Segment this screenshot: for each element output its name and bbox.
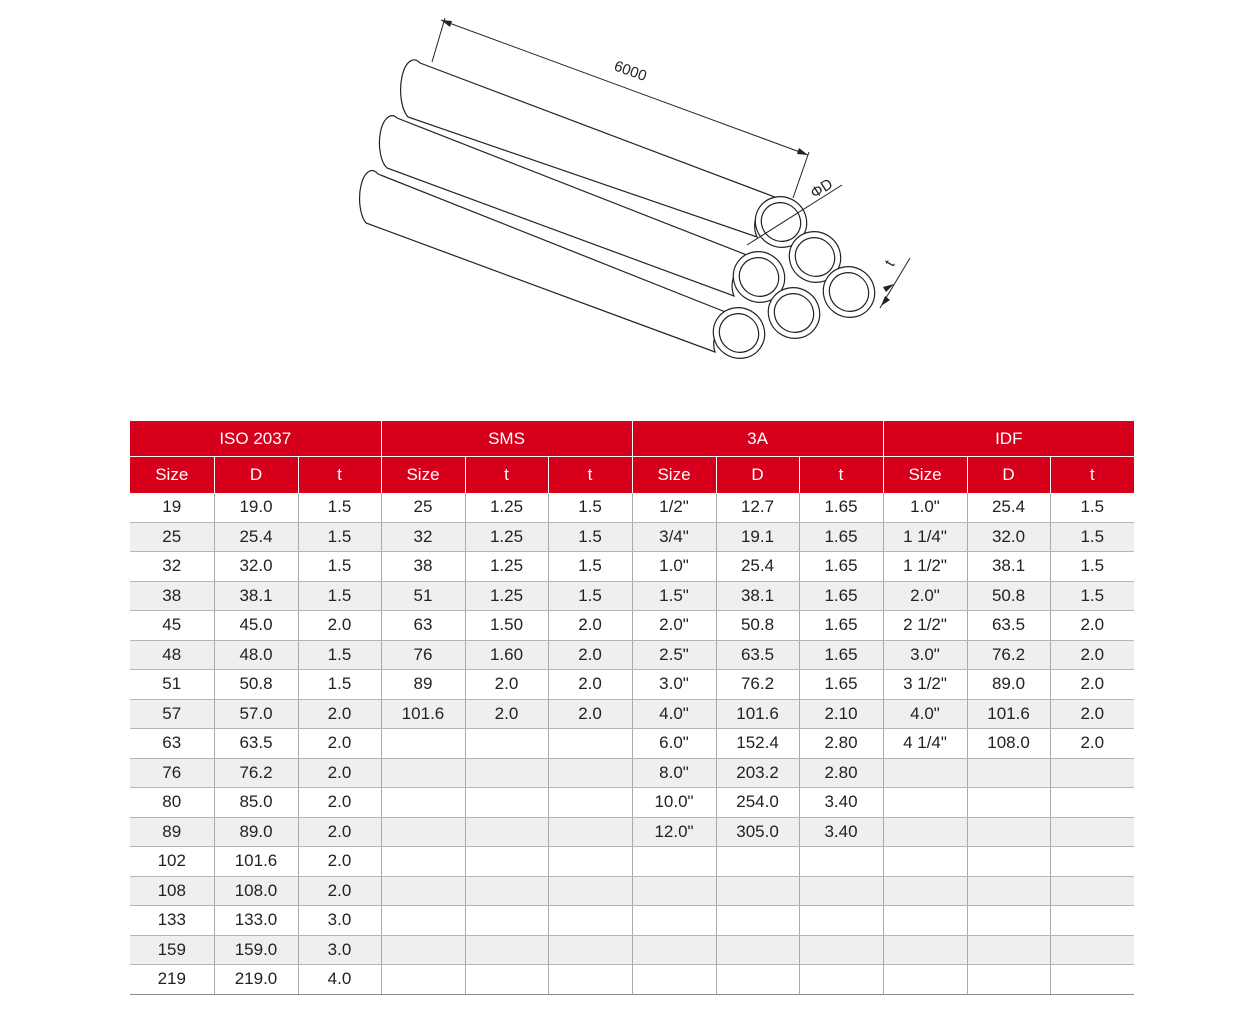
table-cell: 1.65	[799, 670, 883, 700]
table-cell	[883, 906, 967, 936]
table-cell	[716, 935, 799, 965]
table-cell	[967, 876, 1050, 906]
table-cell: 32	[130, 552, 214, 582]
table-cell	[381, 817, 465, 847]
table-cell	[381, 906, 465, 936]
table-row	[130, 670, 1134, 700]
table-cell: 57	[130, 699, 214, 729]
table-cell	[548, 788, 632, 818]
table-cell: 159	[130, 935, 214, 965]
table-cell: 48.0	[214, 640, 298, 670]
table-cell	[967, 935, 1050, 965]
table-cell	[548, 906, 632, 936]
standard-header-row	[130, 421, 1134, 457]
table-row	[130, 611, 1134, 641]
column-header: t	[799, 457, 883, 494]
table-cell: 1.65	[799, 493, 883, 522]
table-cell: 2.0	[1050, 640, 1134, 670]
table-cell: 2.5"	[632, 640, 716, 670]
table-cell	[632, 935, 716, 965]
table-cell: 63	[130, 729, 214, 759]
table-cell	[799, 847, 883, 877]
table-row	[130, 817, 1134, 847]
table-cell	[1050, 817, 1134, 847]
table-cell: 1.5	[1050, 493, 1134, 522]
table-cell	[632, 876, 716, 906]
table-cell: 1.25	[465, 581, 548, 611]
table-cell: 19.1	[716, 522, 799, 552]
length-ext-right	[793, 152, 809, 198]
table-cell: 1.65	[799, 522, 883, 552]
table-row	[130, 847, 1134, 877]
table-cell: 45.0	[214, 611, 298, 641]
table-cell	[465, 965, 548, 995]
table-cell: 89.0	[214, 817, 298, 847]
table-cell: 19.0	[214, 493, 298, 522]
column-header: Size	[883, 457, 967, 494]
table-cell: 85.0	[214, 788, 298, 818]
table-cell	[381, 876, 465, 906]
table-body	[130, 493, 1134, 994]
table-cell: 1.50	[465, 611, 548, 641]
table-cell: 219	[130, 965, 214, 995]
table-cell: 159.0	[214, 935, 298, 965]
column-header-row	[130, 457, 1134, 494]
table-cell	[465, 847, 548, 877]
column-header: Size	[632, 457, 716, 494]
table-cell: 2.0	[298, 876, 381, 906]
table-cell	[465, 817, 548, 847]
table-cell: 25.4	[716, 552, 799, 582]
table-cell: 1 1/2"	[883, 552, 967, 582]
table-cell	[465, 788, 548, 818]
table-cell	[465, 876, 548, 906]
group-header-3a: 3A	[632, 421, 883, 457]
group-header-sms: SMS	[381, 421, 632, 457]
table-cell	[883, 935, 967, 965]
table-cell: 2.0"	[632, 611, 716, 641]
table-cell: 101.6	[214, 847, 298, 877]
table-cell	[883, 817, 967, 847]
table-cell: 2.0	[298, 729, 381, 759]
table-cell: 57.0	[214, 699, 298, 729]
table-row	[130, 965, 1134, 995]
table-row	[130, 522, 1134, 552]
table-cell: 2.0	[1050, 611, 1134, 641]
table-cell: 2.0	[548, 670, 632, 700]
column-header: Size	[130, 457, 214, 494]
table-cell: 1.5	[548, 493, 632, 522]
table-cell: 38.1	[967, 552, 1050, 582]
table-cell: 25.4	[214, 522, 298, 552]
length-label: 6000	[611, 57, 649, 86]
table-cell: 1.5	[298, 493, 381, 522]
table-cell: 1.25	[465, 522, 548, 552]
table-cell: 2.0	[298, 847, 381, 877]
table-cell: 76.2	[214, 758, 298, 788]
table-cell	[381, 935, 465, 965]
table-cell	[465, 935, 548, 965]
table-cell: 2.0	[1050, 670, 1134, 700]
table-cell	[548, 847, 632, 877]
table-cell: 38.1	[716, 581, 799, 611]
table-cell: 2.0	[298, 699, 381, 729]
table-cell: 63.5	[716, 640, 799, 670]
table-cell: 89	[130, 817, 214, 847]
table-cell: 203.2	[716, 758, 799, 788]
table-cell: 80	[130, 788, 214, 818]
table-cell	[632, 906, 716, 936]
table-cell	[1050, 965, 1134, 995]
table-cell: 108	[130, 876, 214, 906]
table-cell: 1.5	[298, 552, 381, 582]
table-cell: 2.0	[298, 758, 381, 788]
table-cell: 1.5	[548, 581, 632, 611]
table-cell	[381, 847, 465, 877]
table-cell	[381, 965, 465, 995]
table-cell	[1050, 758, 1134, 788]
table-cell: 101.6	[967, 699, 1050, 729]
table-cell: 76	[130, 758, 214, 788]
table-cell: 63.5	[214, 729, 298, 759]
table-cell: 3.0	[298, 935, 381, 965]
table-cell: 108.0	[214, 876, 298, 906]
table-cell: 1.65	[799, 581, 883, 611]
table-cell	[1050, 788, 1134, 818]
table-cell: 1.65	[799, 552, 883, 582]
table-cell: 2.0"	[883, 581, 967, 611]
column-header: t	[465, 457, 548, 494]
table-cell: 6.0"	[632, 729, 716, 759]
table-cell: 2.0	[298, 788, 381, 818]
table-cell	[632, 965, 716, 995]
table-cell	[548, 935, 632, 965]
table-cell: 32.0	[967, 522, 1050, 552]
column-header: Size	[381, 457, 465, 494]
table-row	[130, 552, 1134, 582]
table-cell	[716, 906, 799, 936]
table-cell: 101.6	[381, 699, 465, 729]
table-cell: 1.5	[298, 522, 381, 552]
table-cell	[381, 758, 465, 788]
table-cell	[381, 788, 465, 818]
table-cell: 1.5	[298, 581, 381, 611]
diameter-label: ΦD	[807, 175, 836, 203]
pipe-bundle-drawing	[0, 0, 1240, 400]
table-cell	[1050, 906, 1134, 936]
table-row	[130, 640, 1134, 670]
table-cell: 254.0	[716, 788, 799, 818]
table-cell: 1.5"	[632, 581, 716, 611]
table-cell: 1.5	[1050, 522, 1134, 552]
table-cell	[548, 729, 632, 759]
table-cell: 32	[381, 522, 465, 552]
table-cell: 89	[381, 670, 465, 700]
table-cell: 305.0	[716, 817, 799, 847]
table-cell	[1050, 876, 1134, 906]
table-cell: 2.0	[548, 699, 632, 729]
table-cell	[799, 965, 883, 995]
column-header: t	[548, 457, 632, 494]
table-cell: 3.0	[298, 906, 381, 936]
table-cell: 1.65	[799, 611, 883, 641]
table-cell: 2.0	[1050, 729, 1134, 759]
table-cell: 3.0"	[883, 640, 967, 670]
table-cell	[716, 847, 799, 877]
table-cell: 38	[381, 552, 465, 582]
table-cell: 101.6	[716, 699, 799, 729]
table-cell: 63	[381, 611, 465, 641]
table-cell	[548, 817, 632, 847]
table-cell: 2.0	[465, 670, 548, 700]
table-cell: 133	[130, 906, 214, 936]
column-header: D	[967, 457, 1050, 494]
table-cell: 50.8	[716, 611, 799, 641]
table-cell: 25	[130, 522, 214, 552]
table-cell	[967, 965, 1050, 995]
table-cell: 4.0	[298, 965, 381, 995]
table-cell	[967, 788, 1050, 818]
table-row	[130, 876, 1134, 906]
table-cell: 2.10	[799, 699, 883, 729]
table-cell	[548, 758, 632, 788]
table-cell	[632, 847, 716, 877]
table-cell: 4.0"	[883, 699, 967, 729]
table-cell: 1.0"	[632, 552, 716, 582]
table-cell	[883, 847, 967, 877]
table-cell: 1.5	[298, 640, 381, 670]
table-cell: 1.60	[465, 640, 548, 670]
table-cell: 1/2"	[632, 493, 716, 522]
table-cell: 219.0	[214, 965, 298, 995]
table-cell	[883, 788, 967, 818]
table-cell	[716, 965, 799, 995]
column-header: t	[1050, 457, 1134, 494]
table-cell: 3.40	[799, 788, 883, 818]
table-cell: 3/4"	[632, 522, 716, 552]
table-cell: 1.5	[1050, 581, 1134, 611]
table-cell: 2.0	[548, 611, 632, 641]
table-cell: 25.4	[967, 493, 1050, 522]
table-cell: 45	[130, 611, 214, 641]
table-cell	[548, 965, 632, 995]
table-cell: 10.0"	[632, 788, 716, 818]
length-ext-left	[432, 18, 445, 62]
thickness-label: t	[881, 257, 899, 270]
table-cell: 3 1/2"	[883, 670, 967, 700]
table-cell: 48	[130, 640, 214, 670]
table-cell	[967, 817, 1050, 847]
table-cell: 2.0	[298, 611, 381, 641]
column-header: t	[298, 457, 381, 494]
table-cell: 50.8	[214, 670, 298, 700]
table-row	[130, 758, 1134, 788]
table-cell: 4.0"	[632, 699, 716, 729]
table-cell: 12.7	[716, 493, 799, 522]
table-cell	[465, 758, 548, 788]
table-cell	[799, 935, 883, 965]
table-row	[130, 788, 1134, 818]
table-cell: 76.2	[716, 670, 799, 700]
table-cell: 51	[381, 581, 465, 611]
table-cell	[799, 876, 883, 906]
table-cell: 63.5	[967, 611, 1050, 641]
table-cell: 19	[130, 493, 214, 522]
table-row	[130, 729, 1134, 759]
pipe-spec-table	[130, 421, 1134, 995]
group-header-iso: ISO 2037	[130, 421, 381, 457]
table-cell: 4 1/4"	[883, 729, 967, 759]
table-cell: 32.0	[214, 552, 298, 582]
table-cell: 25	[381, 493, 465, 522]
table-cell: 1.5	[1050, 552, 1134, 582]
table-cell	[967, 906, 1050, 936]
table-cell: 1.0"	[883, 493, 967, 522]
table-cell: 133.0	[214, 906, 298, 936]
table-cell	[883, 965, 967, 995]
table-cell: 1.25	[465, 552, 548, 582]
table-cell: 38	[130, 581, 214, 611]
column-header: D	[214, 457, 298, 494]
table-cell: 2.0	[1050, 699, 1134, 729]
table-cell	[967, 847, 1050, 877]
table-cell: 1.5	[548, 552, 632, 582]
table-row	[130, 906, 1134, 936]
table-cell: 2.0	[465, 699, 548, 729]
table-cell: 51	[130, 670, 214, 700]
table-cell: 76	[381, 640, 465, 670]
table-cell: 12.0"	[632, 817, 716, 847]
group-header-idf: IDF	[883, 421, 1134, 457]
table-cell: 1 1/4"	[883, 522, 967, 552]
table-row	[130, 493, 1134, 522]
table-cell	[465, 729, 548, 759]
table-cell: 2.80	[799, 729, 883, 759]
table-row	[130, 935, 1134, 965]
table-cell: 1.65	[799, 640, 883, 670]
table-cell	[1050, 847, 1134, 877]
table-cell: 8.0"	[632, 758, 716, 788]
table-cell: 3.40	[799, 817, 883, 847]
table-cell	[883, 876, 967, 906]
table-cell: 38.1	[214, 581, 298, 611]
table-cell	[967, 758, 1050, 788]
table-cell	[799, 906, 883, 936]
table-cell: 1.25	[465, 493, 548, 522]
table-cell: 152.4	[716, 729, 799, 759]
table-cell: 76.2	[967, 640, 1050, 670]
table-row	[130, 699, 1134, 729]
table-cell	[1050, 935, 1134, 965]
table-row	[130, 581, 1134, 611]
column-header: D	[716, 457, 799, 494]
table-cell: 1.5	[298, 670, 381, 700]
table-cell: 2.80	[799, 758, 883, 788]
table-cell: 2.0	[548, 640, 632, 670]
table-cell: 89.0	[967, 670, 1050, 700]
table-cell	[716, 876, 799, 906]
table-cell: 108.0	[967, 729, 1050, 759]
table-cell	[883, 758, 967, 788]
table-cell: 2.0	[298, 817, 381, 847]
table-cell: 102	[130, 847, 214, 877]
table-cell	[465, 906, 548, 936]
table-cell: 1.5	[548, 522, 632, 552]
table-cell	[548, 876, 632, 906]
table-cell: 2 1/2"	[883, 611, 967, 641]
table-cell	[381, 729, 465, 759]
table-cell: 3.0"	[632, 670, 716, 700]
table-cell: 50.8	[967, 581, 1050, 611]
